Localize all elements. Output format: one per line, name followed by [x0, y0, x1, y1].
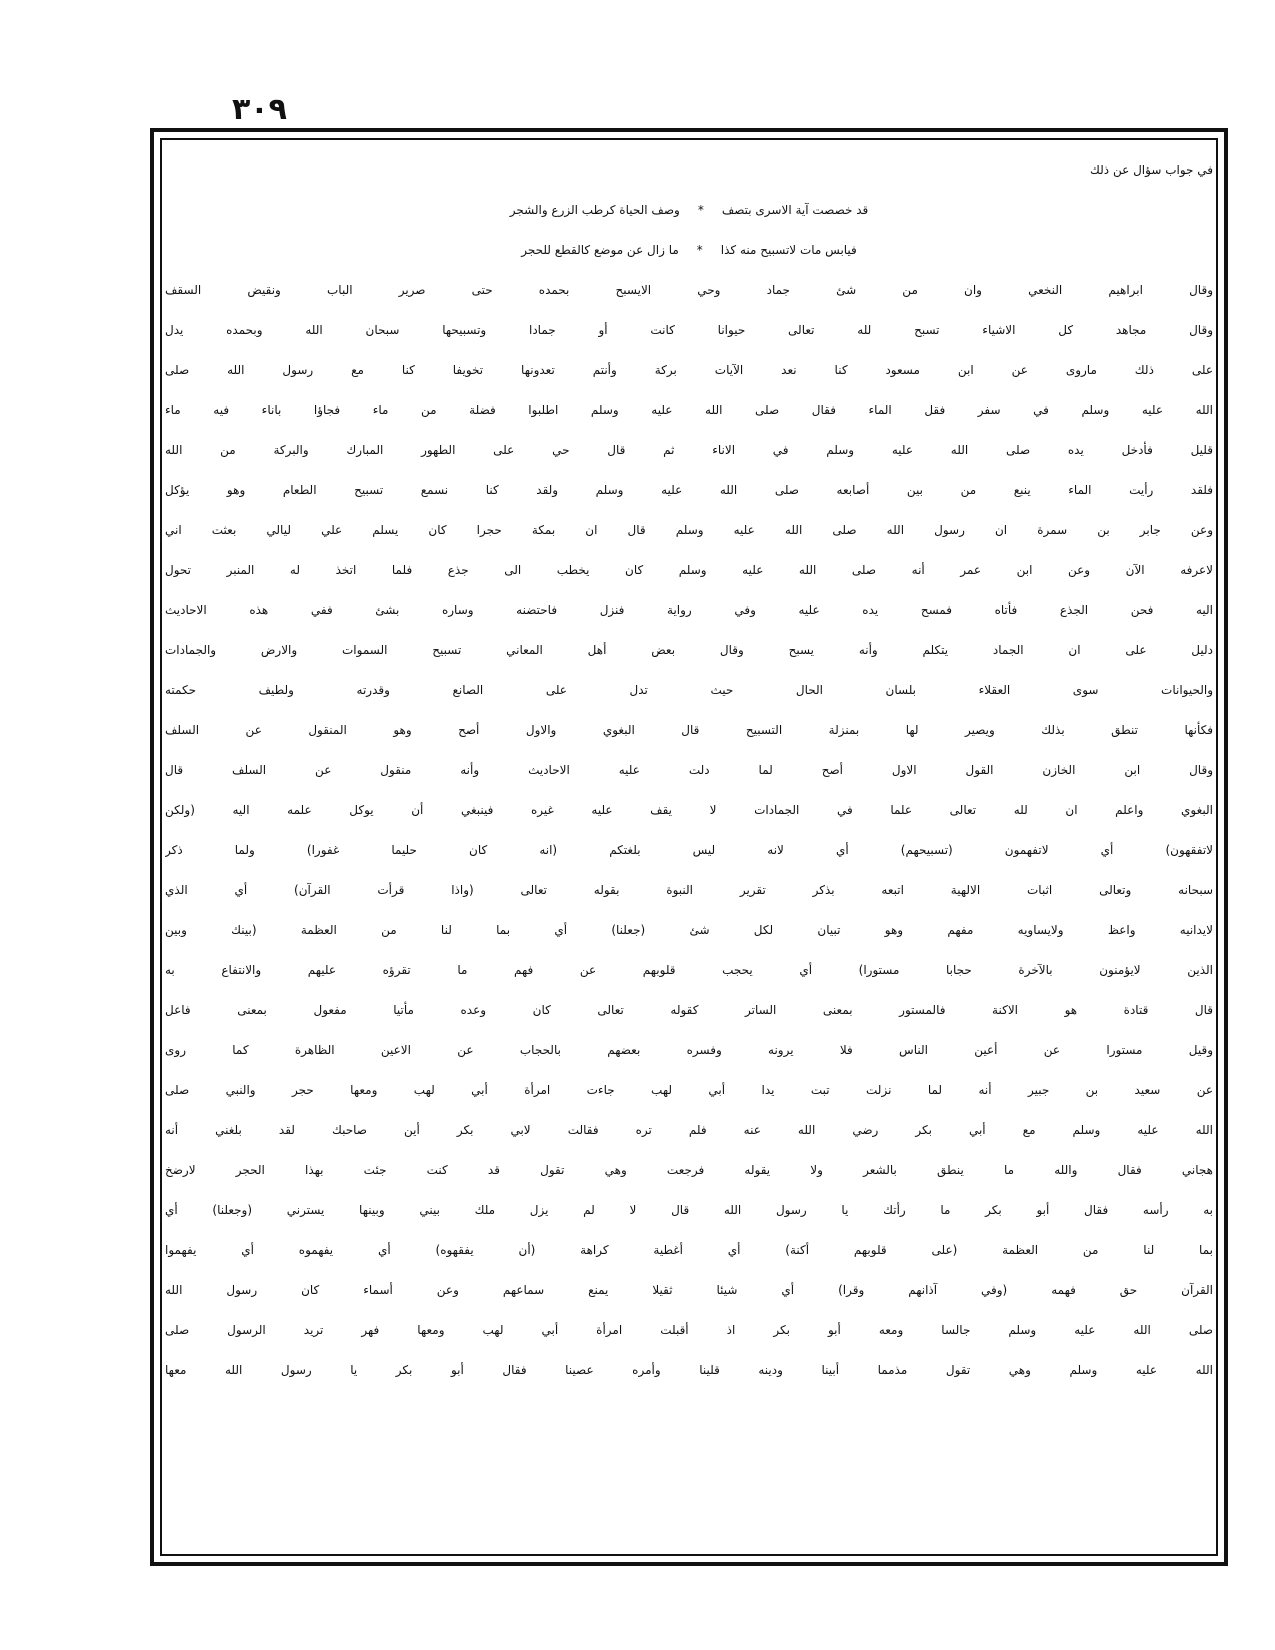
text-line: وعن جابر بن سمرة ان رسول الله صلى الله عليه وسلم قال ان بمكة حجرا كان يسلم علي ليالي بعثت اني [165, 523, 1213, 537]
text-line: وقال ابراهيم النخعي وان من شئ جماد وحي الايسبح بحمده حتى صرير الباب ونقيض السقف [165, 283, 1213, 297]
text-line: سبحانه وتعالى اثبات الالهية اتبعه بذكر تقرير النبوة بقوله تعالى (واذا قرأت القرآن) أي الذي [165, 883, 1213, 897]
verse-separator: * [696, 243, 703, 257]
text-line: قليل فأدخل يده صلى الله عليه وسلم في الاناء ثم قال حي على الطهور المبارك والبركة من الله [165, 443, 1213, 457]
text-line: صلى الله عليه وسلم جالسا ومعه أبو بكر اذ أقبلت امرأة أبي لهب ومعها فهر تريد الرسول صلى [165, 1323, 1213, 1337]
text-line: به رأسه فقال أبو بكر ما رأتك يا رسول الله قال لا لم يزل ملك بيني وبينها يسترني (وجعلنا) أي [165, 1203, 1213, 1217]
text-line: وقال مجاهد كل الاشياء تسبح لله تعالى حيوانا كانت أو جمادا وتسبيحها سبحان الله وبحمده يدل [165, 323, 1213, 337]
verse-separator: * [697, 203, 704, 217]
text-line: على ذلك ماروى عن ابن مسعود كنا نعد الآيات بركة وأنتم تعدونها تخويفا كنا مع رسول الله صلى [165, 363, 1213, 377]
verse-first-hemistich: فيابس مات لاتسبيح منه كذا [720, 243, 857, 257]
text-line: قال قتادة هو الاكنة فالمستور بمعنى الساتر كقوله تعالى كان وعده مأتيا مفعول بمعنى فاعل [165, 1003, 1213, 1017]
text-line: الذين لايؤمنون بالآخرة حجابا مستورا) أي يحجب قلوبهم عن فهم ما تقرؤه عليهم والانتفاع به [165, 963, 1213, 977]
text-line: فلقد رأيت الماء ينبع من بين أصابعه صلى الله عليه وسلم ولقد كنا نسمع تسبيح الطعام وهو يؤكل [165, 483, 1213, 497]
text-line: وقيل مستورا عن أعين الناس فلا يرونه وفسره بعضهم بالحجاب عن الاعين الظاهرة كما روى [165, 1043, 1213, 1057]
page-body [165, 150, 1213, 1550]
verse-second-hemistich: وصف الحياة كرطب الزرع والشجر [509, 203, 680, 217]
text-line: الله عليه وسلم في سفر فقل الماء فقال صلى الله عليه وسلم اطلبوا فضلة من ماء فجاؤا باناء فيه ماء [165, 403, 1213, 417]
text-line: عن سعيد بن جبير أنه لما نزلت تبت يدا أبي لهب جاءت امرأة أبي لهب ومعها حجر والنبي صلى [165, 1083, 1213, 1097]
text-line: اليه فحن الجذع فأتاه فمسح يده عليه وفي رواية فنزل فاحتضنه وساره بشئ ففي هذه الاحاديث [165, 603, 1213, 617]
text-line: دليل على ان الجماد يتكلم وأنه يسبح وقال بعض أهل المعاني تسبيح السموات والارض والجمادات [165, 643, 1213, 657]
text-line: فكأنها تنطق بذلك ويصير لها بمنزلة التسبيح قال البغوي والاول أصح وهو المنقول عن السلف [165, 723, 1213, 737]
text-line: الله عليه وسلم مع أبي بكر رضي الله عنه فلم تره فقالت لابي بكر أين صاحبك لقد بلغني أنه [165, 1123, 1213, 1137]
text-line: وقال ابن الخازن القول الاول أصح لما دلت عليه الاحاديث وأنه منقول عن السلف قال [165, 763, 1213, 777]
verse-second-hemistich: ما زال عن موضع كالقطع للحجر [521, 243, 679, 257]
text-line: لاعرفه الآن وعن ابن عمر أنه صلى الله عليه وسلم كان يخطب الى جذع فلما اتخذ له المنبر تحول [165, 563, 1213, 577]
section-heading: في جواب سؤال عن ذلك [1090, 163, 1213, 177]
verse-line [165, 230, 1213, 270]
page-number: ٣٠٩ [232, 92, 287, 127]
text-line: بما لنا من العظمة (على قلوبهم أكنة) أي أغطية كراهة (أن يفقهوه) أي يفهموه أي يفهموا [165, 1243, 1213, 1257]
text-line: لايدانيه واعظ ولايساويه مفهم وهو تبيان لكل شئ (جعلنا) أي بما لنا من العظمة (بينك وبين [165, 923, 1213, 937]
text-line: القرآن حق فهمه (وفي آذانهم وقرا) أي شيئا ثقيلا يمنع سماعهم وعن أسماء كان رسول الله [165, 1283, 1213, 1297]
verse-line [165, 190, 1213, 230]
text-line: هجاني فقال والله ما ينطق بالشعر ولا يقوله فرجعت وهي تقول قد كنت جئت بهذا الحجر لارضخ [165, 1163, 1213, 1177]
text-line: البغوي واعلم ان لله تعالى علما في الجمادات لا يقف عليه غيره فينبغي أن يوكل علمه اليه (ولكن [165, 803, 1213, 817]
text-line: الله عليه وسلم وهي تقول مذمما أبينا ودينه قلينا وأمره عصينا فقال أبو بكر يا رسول الله معها [165, 1363, 1213, 1377]
verse-first-hemistich: قد خصصت آية الاسرى بتصف [721, 203, 869, 217]
text-line: لاتفقهون) أي لاتفهمون (تسبيحهم) أي لانه ليس بلغتكم (انه كان حليما غفورا) ولما ذكر [165, 843, 1213, 857]
text-line: والحيوانات سوى العقلاء بلسان الحال حيث تدل على الصانع وقدرته ولطيف حكمته [165, 683, 1213, 697]
